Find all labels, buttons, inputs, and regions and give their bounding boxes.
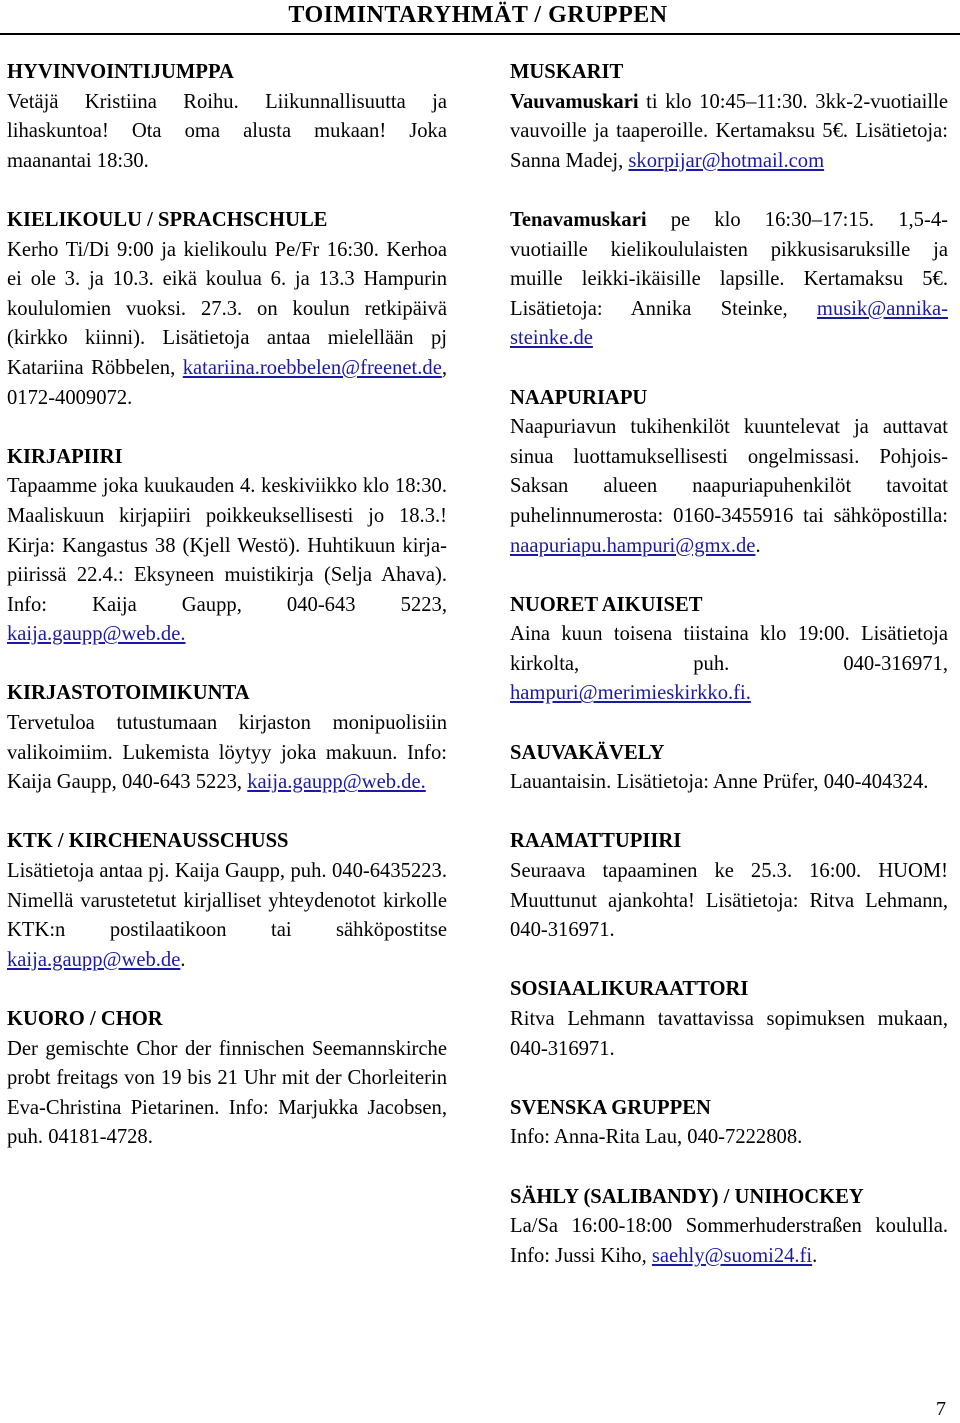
right-column [510,58,948,1301]
section-title: SÄHLY (SALIBANDY) / UNIHOCKEY [510,1185,864,1208]
section-title: KTK / KIRCHENAUSSCHUSS [7,830,289,853]
section-body: Info: Anna-Rita Lau, 040-7222808. [510,1126,803,1149]
email-link[interactable]: katariina.roebbelen@freenet.de [182,356,442,379]
section-text: Aina kuun toisena tiistaina klo 19:00. Lisätietoja kirkolta, puh. 040-316971, [510,623,948,675]
email-link[interactable]: kaija.gaupp@web.de [7,948,181,971]
section-title: KIRJASTOTOIMIKUNTA [7,682,250,705]
section-title: MUSKARIT [510,61,624,83]
email-link[interactable]: hampuri@merimieskirkko.fi. [510,682,751,705]
section-raamattupiiri [510,827,948,945]
section-body: Ritva Lehmann tavattavissa sopimuksen mukaan, 040-316971. [510,1008,948,1060]
section-title: SOSIAALIKURAATTORI [510,978,749,1001]
section-svenska-gruppen [510,1094,948,1153]
section-body: Seuraava tapaaminen ke 25.3. 16:00. HUOM! Muuttunut ajankohta! Lisätietoja: Ritva Lehmann, 040-316971. [510,860,948,942]
section-kirjapiiri [7,443,447,650]
tenavamuskari-block [510,206,948,354]
section-title: NUORET AIKUISET [510,593,703,616]
vauvamuskari-label: Vauvamuskari [510,90,639,113]
section-title: RAAMATTUPIIRI [510,830,682,853]
email-link[interactable]: kaija.gaupp@web.de. [247,771,426,794]
section-text: La/Sa 16:00-18:00 Sommerhuderstraßen koululla. Info: Jussi Kiho, [510,1215,948,1267]
page-title: TOIMINTARYHMÄT / GRUPPEN [288,2,668,28]
email-link[interactable]: skorpijar@hotmail.com [628,149,825,172]
section-muskarit [510,58,948,354]
section-title: KUORO / CHOR [7,1008,163,1030]
section-text-after: , 0172-4009072. [7,356,447,409]
section-text: pe klo 16:30–17:15. 1,5-4-vuotiaille kielikoululaisten pikkusisaruksille ja muille leikki-ikäisille lapsille. Kertamaksu 5€. Lisätietoja: Annika Steinke, [510,208,948,320]
section-text-after: . [180,948,186,971]
section-body [7,236,447,414]
section-kielikoulu [7,206,447,413]
section-text-after: . [755,534,761,557]
section-sahly [510,1183,948,1272]
section-text: Tapaamme joka kuukauden 4. keskiviikko klo 18:30. Maaliskuun kirjapiiri poikkeuksellisesti jo 18.3.! Kirja: Kangastus 38 (Kjell Westö). Huhtikuun kirjapiirissä 22.4.: Eksyneen muistikirja (Selja Ahava). Info: Kaija Gaupp, 040-643 5223, [7,475,447,616]
section-sauvakavely [510,739,948,798]
vauvamuskari-block [510,88,948,177]
section-naapuriapu [510,384,948,562]
section-ktk [7,827,447,975]
section-body [510,1212,948,1271]
section-title: NAAPURIAPU [510,386,648,409]
section-body: Vetäjä Kristiina Roihu. Liikunnallisuutta ja lihaskuntoa! Ota oma alusta mukaan! Joka maanantai 18:30. [7,90,447,172]
section-nuoret-aikuiset [510,591,948,709]
section-text: Lisätietoja antaa pj. Kaija Gaupp, puh. 040-6435223. Nimellä varustetetut kirjalliset yhteydenotot kirkolle KTK:n postilaatikoon tai sähköpostitse [7,860,447,942]
email-link[interactable]: musik@annika-steinke.de [510,297,948,350]
email-link[interactable]: saehly@suomi24.fi [651,1244,813,1267]
section-kuoro [7,1005,447,1153]
section-body [7,857,447,975]
section-body [7,709,447,798]
section-body [510,413,948,561]
section-text: ti klo 10:45–11:30. 3kk-2-vuotiaille vauvoille ja taaperoille. Kertamaksu 5€. Lisätietoja: Sanna Madej, [510,90,948,172]
section-sosiaalikuraattori [510,975,948,1064]
page-number: 7 [936,1398,946,1420]
email-link[interactable]: kaija.gaupp@web.de. [7,623,186,646]
section-text: Tervetuloa tutustumaan kirjaston monipuolisiin valikoimiim. Lukemista löytyy joka makuun. Info: Kaija Gaupp, 040-643 5223, [7,712,447,794]
section-hyvinvointijumppa [7,58,447,176]
section-title: KIRJAPIIRI [7,445,123,468]
section-body [7,472,447,650]
section-title: HYVINVOINTIJUMPPA [7,61,234,83]
section-body: Der gemischte Chor der finnischen Seemannskirche probt freitags von 19 bis 21 Uhr mit der Chorleiterin Eva-Christina Pietarinen. Info: Marjukka Jacobsen, puh. 04181-4728. [7,1037,447,1149]
section-text: Kerho Ti/Di 9:00 ja kielikoulu Pe/Fr 16:30. Kerhoa ei ole 3. ja 10.3. eikä koulua 6. ja 13.3 Hampurin koululomien vuoksi. 27.3. on koulun retkipäivä (kirkko kiinni). Lisätietoja antaa mielellään pj Katariina Röbbelen, [7,238,447,379]
tenavamuskari-label: Tenavamuskari [510,208,647,231]
section-body: Lauantaisin. Lisätietoja: Anne Prüfer, 040-404324. [510,771,929,794]
email-link[interactable]: naapuriapu.hampuri@gmx.de [510,534,756,557]
section-title: SVENSKA GRUPPEN [510,1096,711,1119]
section-text: Naapuriavun tukihenkilöt kuuntelevat ja auttavat sinua luottamuksellisesti ongelmissasi. Pohjois-Saksan alueen naapuriapuhenkilöt tavoitat puhelinnumerosta: 0160-3455916 tai sähköpostilla: [510,416,948,527]
section-body [510,620,948,709]
section-title: SAUVAKÄVELY [510,741,665,764]
section-text-after: . [812,1244,818,1267]
title-divider [0,33,960,35]
left-column [7,58,447,1183]
section-title: KIELIKOULU / SPRACHSCHULE [7,208,328,231]
section-kirjastotoimikunta [7,679,447,797]
